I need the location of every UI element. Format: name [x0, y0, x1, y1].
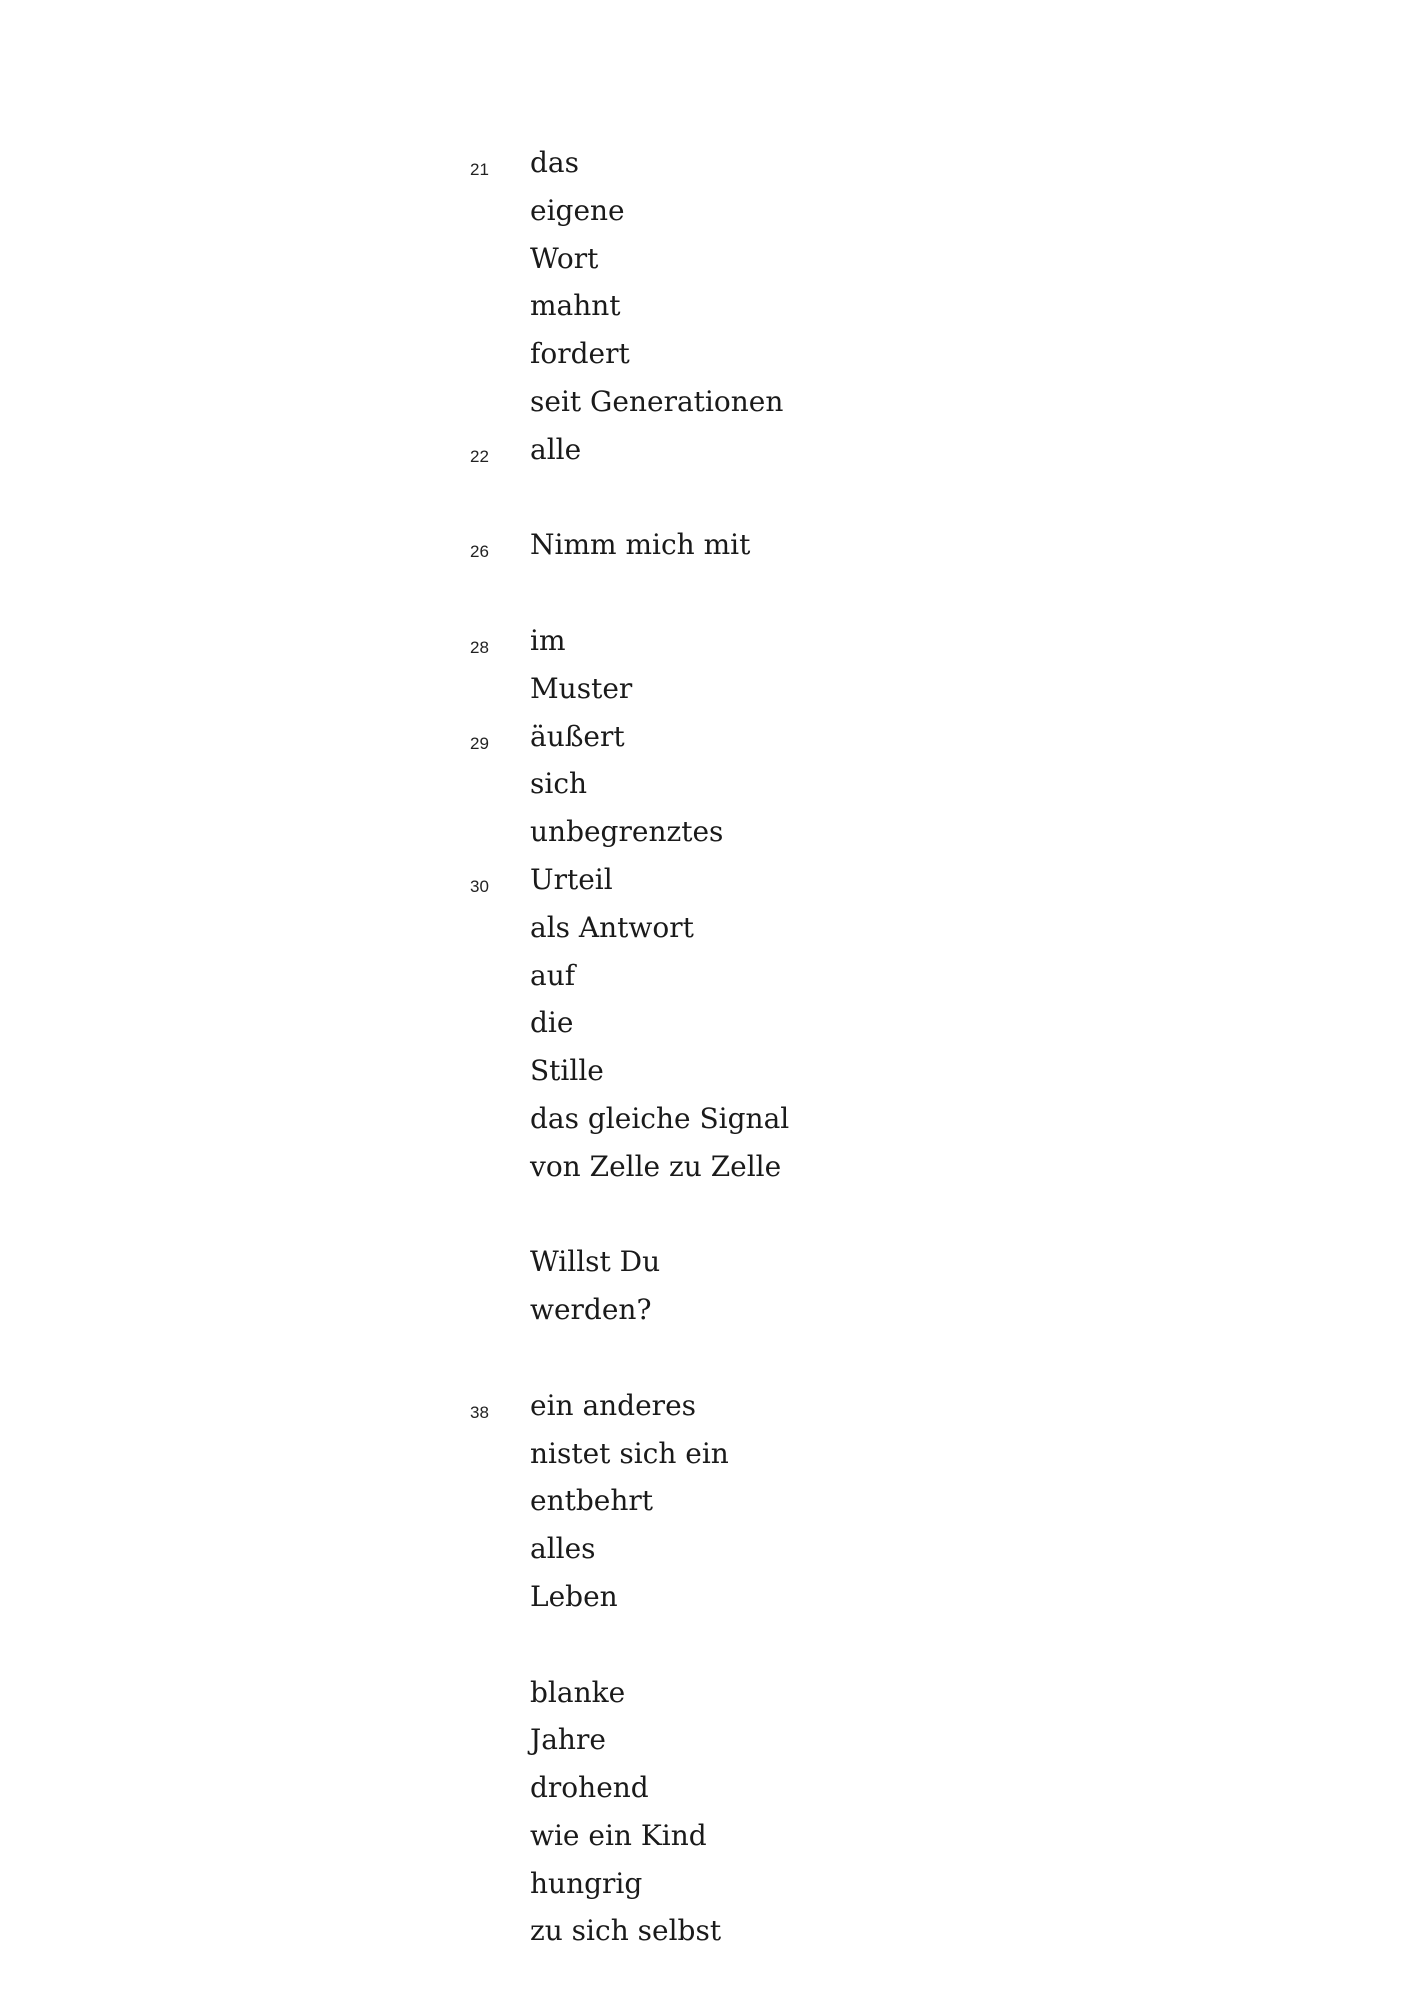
line-text: unbegrenztes [530, 815, 724, 849]
line-text: auf [530, 958, 576, 992]
poem-line [0, 333, 1414, 381]
line-text: nistet sich ein [530, 1436, 729, 1470]
poem-line [0, 1480, 1414, 1528]
line-number: 28 [470, 637, 489, 657]
line-text: fordert [530, 337, 630, 371]
line-text: ein anderes [530, 1388, 697, 1422]
line-text: Muster [530, 671, 633, 705]
line-text: sich [530, 767, 588, 801]
line-text: wie ein Kind [530, 1818, 707, 1852]
poem-line [0, 668, 1414, 716]
poem-line [0, 955, 1414, 1003]
poem-line [0, 1576, 1414, 1624]
line-number: 26 [470, 542, 489, 562]
poem-line [0, 1241, 1414, 1289]
poem-line [0, 1719, 1414, 1767]
poem-line [0, 1910, 1414, 1958]
poem-line [0, 1433, 1414, 1481]
poem-body [0, 142, 1414, 1958]
poem-line [0, 142, 1414, 190]
poem-line [0, 907, 1414, 955]
line-text: alle [530, 432, 582, 466]
poem-line [0, 285, 1414, 333]
poem-line [0, 1289, 1414, 1337]
line-text: Willst Du [530, 1245, 661, 1279]
line-text: das gleiche Signal [530, 1101, 790, 1135]
line-text: zu sich selbst [530, 1914, 722, 1948]
poem-line [0, 1767, 1414, 1815]
poem-line [0, 1146, 1414, 1194]
poem-line [0, 620, 1414, 668]
line-number: 22 [470, 446, 489, 466]
line-text: eigene [530, 193, 625, 227]
line-text: Urteil [530, 862, 613, 896]
poem-line [0, 1863, 1414, 1911]
line-text: blanke [530, 1675, 626, 1709]
line-text: alles [530, 1532, 596, 1566]
stanza-break [0, 1337, 1414, 1385]
line-text: im [530, 623, 566, 657]
line-text: hungrig [530, 1866, 643, 1900]
line-text: Nimm mich mit [530, 528, 751, 562]
poem-line [0, 1528, 1414, 1576]
line-text: entbehrt [530, 1484, 654, 1518]
poem-line [0, 381, 1414, 429]
line-text: das [530, 146, 579, 179]
poem-line [0, 190, 1414, 238]
poem-line [0, 716, 1414, 764]
poem-line [0, 763, 1414, 811]
line-text: Jahre [530, 1723, 606, 1757]
poem-line [0, 429, 1414, 477]
stanza-break [0, 477, 1414, 525]
poem-line [0, 1050, 1414, 1098]
line-text: die [530, 1006, 574, 1040]
poem-line [0, 1815, 1414, 1863]
poem-line [0, 524, 1414, 572]
line-text: von Zelle zu Zelle [530, 1149, 782, 1183]
line-number: 30 [470, 876, 489, 896]
line-text: Stille [530, 1054, 604, 1088]
poem-line [0, 1002, 1414, 1050]
stanza-break [0, 572, 1414, 620]
line-number: 38 [470, 1402, 489, 1422]
line-text: seit Generationen [530, 384, 784, 418]
poem-line [0, 1098, 1414, 1146]
line-text: äußert [530, 719, 625, 753]
poem-line [0, 1385, 1414, 1433]
line-text: als Antwort [530, 910, 694, 944]
poem-line [0, 811, 1414, 859]
poem-line [0, 238, 1414, 286]
line-number: 21 [470, 160, 489, 179]
line-text: mahnt [530, 289, 621, 323]
stanza-break [0, 1624, 1414, 1672]
line-text: drohend [530, 1771, 649, 1805]
stanza-break [0, 1194, 1414, 1242]
poem-line [0, 859, 1414, 907]
line-text: Wort [530, 241, 599, 275]
poem-line [0, 1672, 1414, 1720]
line-text: werden? [530, 1293, 652, 1327]
line-text: Leben [530, 1579, 618, 1613]
line-number: 29 [470, 733, 489, 753]
